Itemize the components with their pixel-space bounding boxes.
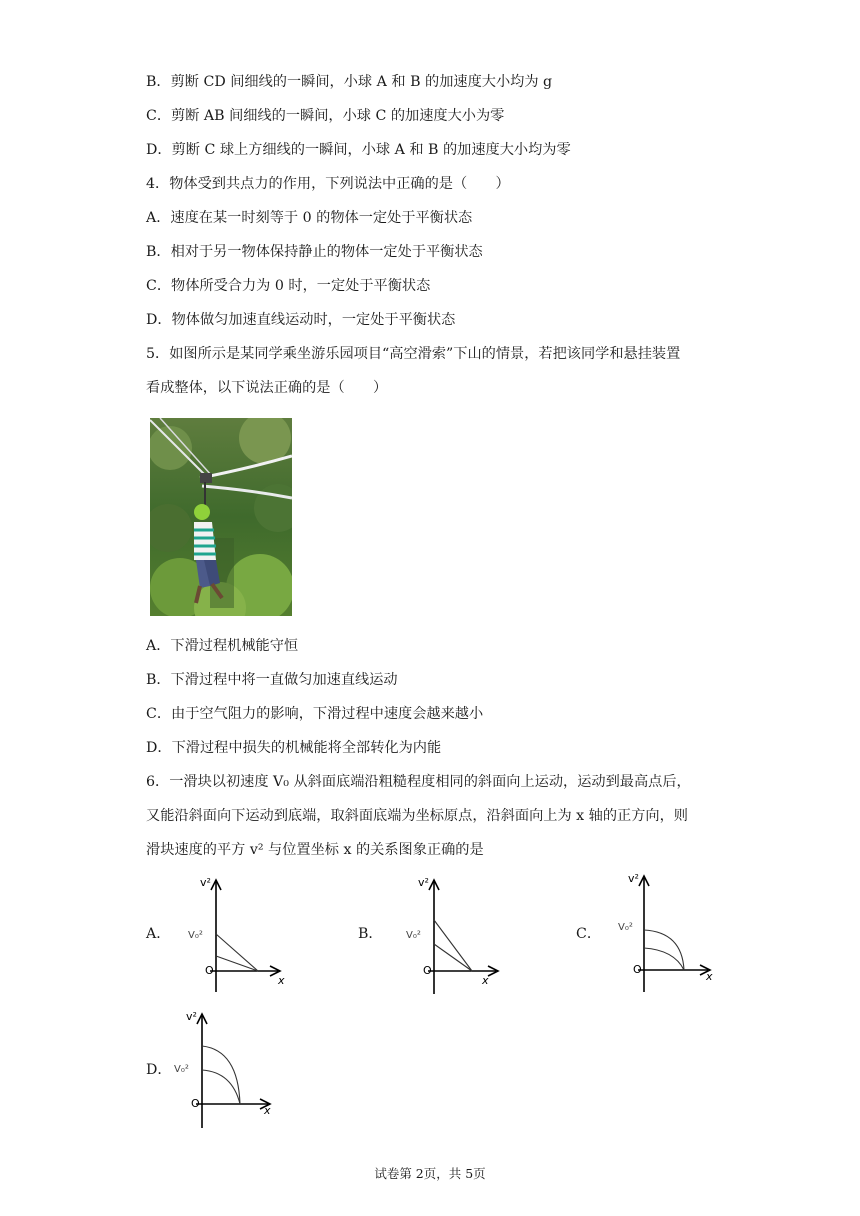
q5-stem-line-2: 看成整体，以下说法正确的是（ ）: [146, 380, 388, 396]
q5-stem-line-1: 5．如图所示是某同学乘坐游乐园项目“高空滑索”下山的情景，若把该同学和悬挂装置: [146, 346, 681, 362]
v0-label: V₀²: [406, 930, 421, 941]
v0-label: V₀²: [188, 930, 203, 941]
y-axis-label: v²: [186, 1010, 197, 1023]
q6-graph-a: [186, 872, 296, 1000]
q6-option-a-label: A．: [146, 926, 171, 942]
v0-label: V₀²: [174, 1064, 189, 1075]
origin-label: O: [191, 1097, 200, 1110]
q6-graph-b: [404, 872, 514, 1000]
q6-option-b-label: B．: [358, 926, 383, 942]
x-axis-label: x: [264, 1104, 271, 1117]
zipline-photo: [150, 418, 292, 616]
q6-graph-d: [172, 1006, 282, 1134]
origin-label: O: [633, 963, 642, 976]
q4-option-c: C．物体所受合力为 0 时，一定处于平衡状态: [146, 278, 431, 294]
origin-label: O: [423, 964, 432, 977]
q6-stem-line-1: 6．一滑块以初速度 V₀ 从斜面底端沿粗糙程度相同的斜面向上运动，运动到最高点后，: [146, 774, 691, 790]
q3-option-b: B．剪断 CD 间细线的一瞬间，小球 A 和 B 的加速度大小均为 g: [146, 74, 553, 90]
q3-option-d: D．剪断 C 球上方细线的一瞬间，小球 A 和 B 的加速度大小均为零: [146, 142, 571, 158]
q6-stem-line-2: 又能沿斜面向下运动到底端，取斜面底端为坐标原点，沿斜面向上为 x 轴的正方向，则: [146, 808, 688, 824]
v0-label: V₀²: [618, 922, 633, 933]
q3-option-c: C．剪断 AB 间细线的一瞬间，小球 C 的加速度大小为零: [146, 108, 505, 124]
origin-label: O: [205, 964, 214, 977]
q6-option-c-label: C．: [576, 926, 602, 942]
q4-option-d: D．物体做匀加速直线运动时，一定处于平衡状态: [146, 312, 456, 328]
q4-option-a: A．速度在某一时刻等于 0 的物体一定处于平衡状态: [146, 210, 473, 226]
x-axis-label: x: [278, 974, 285, 987]
q5-option-d: D．下滑过程中损失的机械能将全部转化为内能: [146, 740, 442, 756]
q5-option-a: A．下滑过程机械能守恒: [146, 638, 299, 654]
y-axis-label: v²: [200, 876, 211, 889]
q5-option-c: C．由于空气阻力的影响，下滑过程中速度会越来越小: [146, 706, 484, 722]
page-footer: 试卷第 2页，共 5页: [374, 1166, 486, 1181]
q5-option-b: B．下滑过程中将一直做匀加速直线运动: [146, 672, 398, 688]
y-axis-label: v²: [418, 876, 429, 889]
q6-stem-line-3: 滑块速度的平方 v² 与位置坐标 x 的关系图象正确的是: [146, 842, 484, 858]
q6-option-d-label: D．: [146, 1062, 172, 1078]
x-axis-label: x: [482, 974, 489, 987]
q6-graph-c: [614, 866, 724, 994]
x-axis-label: x: [706, 970, 713, 983]
q4-stem: 4．物体受到共点力的作用，下列说法中正确的是（ ）: [146, 176, 510, 192]
q4-option-b: B．相对于另一物体保持静止的物体一定处于平衡状态: [146, 244, 483, 260]
y-axis-label: v²: [628, 872, 639, 885]
